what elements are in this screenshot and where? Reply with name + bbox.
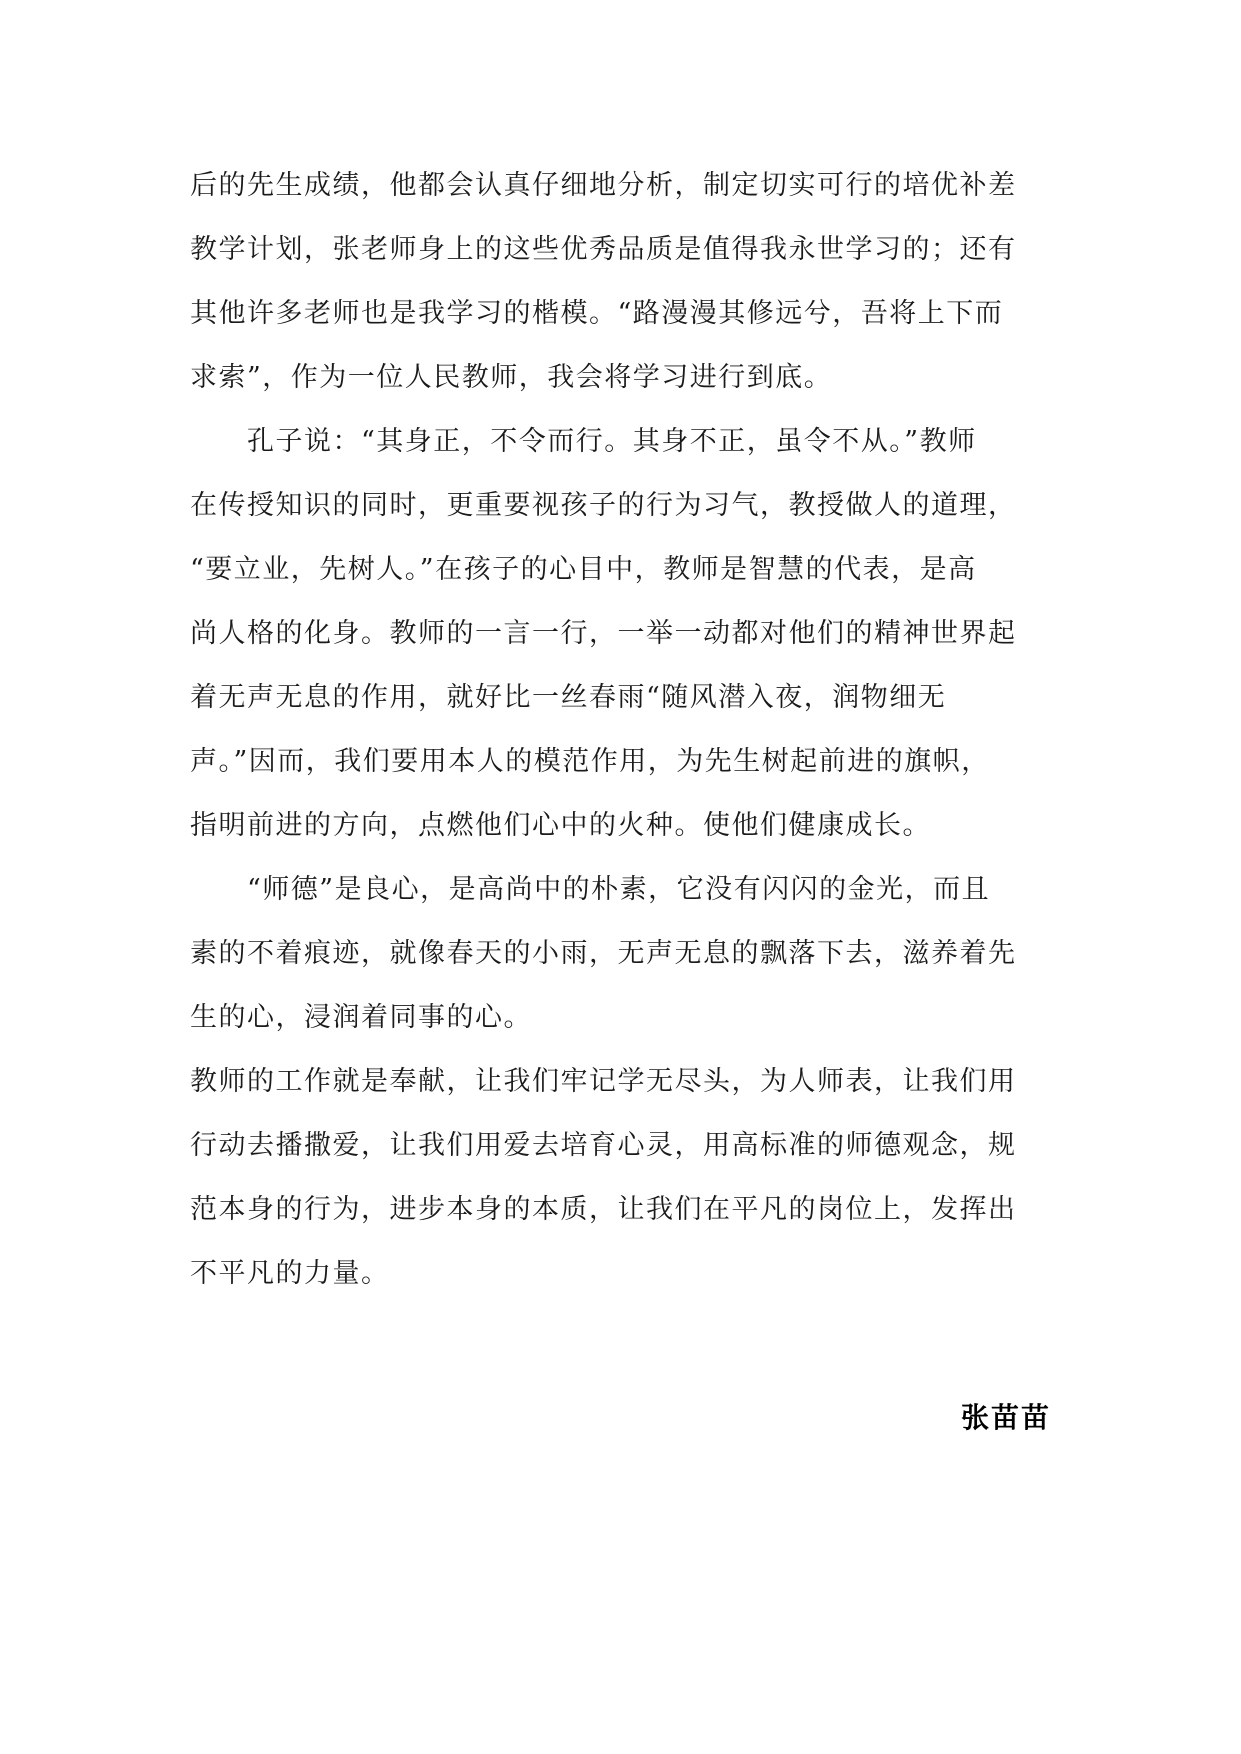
body-line-11: 指明前进的方向，点燃他们心中的火种。使他们健康成长。 <box>190 810 931 841</box>
body-line-10: 声。”因而，我们要用本人的模范作用，为先生树起前进的旗帜， <box>190 746 990 777</box>
body-line-1: 后的先生成绩，他都会认真仔细地分析，制定切实可行的培优补差 <box>190 170 1017 201</box>
body-line-9: 着无声无息的作用，就好比一丝春雨“随风潜入夜，润物细无 <box>190 682 947 713</box>
author-signature: 张苗苗 <box>960 1401 1051 1434</box>
body-line-14: 生的心，浸润着同事的心。 <box>190 1002 532 1033</box>
body-line-2: 教学计划，张老师身上的这些优秀品质是值得我永世学习的；还有 <box>190 234 1017 265</box>
body-line-7: “要立业，先树人。”在孩子的心目中，教师是智慧的代表，是高 <box>190 554 977 585</box>
body-line-6: 在传授知识的同时，更重要视孩子的行为习气，教授做人的道理， <box>190 490 1017 521</box>
body-line-17: 范本身的行为，进步本身的本质，让我们在平凡的岗位上，发挥出 <box>190 1194 1017 1225</box>
body-line-3: 其他许多老师也是我学习的楷模。“路漫漫其修远兮，吾将上下而 <box>190 298 1004 329</box>
body-line-13: 素的不着痕迹，就像春天的小雨，无声无息的飘落下去，滋养着先 <box>190 938 1017 969</box>
body-line-15: 教师的工作就是奉献，让我们牢记学无尽头，为人师表，让我们用 <box>190 1066 1017 1097</box>
body-line-16: 行动去播撒爱，让我们用爱去培育心灵，用高标准的师德观念，规 <box>190 1130 1017 1161</box>
body-line-5: 孔子说：“其身正，不令而行。其身不正，虽令不从。”教师 <box>190 426 977 457</box>
body-line-4: 求索”，作为一位人民教师，我会将学习进行到底。 <box>190 362 833 393</box>
body-line-8: 尚人格的化身。教师的一言一行，一举一动都对他们的精神世界起 <box>190 618 1017 649</box>
body-line-18: 不平凡的力量。 <box>190 1258 390 1289</box>
body-line-12: “师德”是良心，是高尚中的朴素，它没有闪闪的金光，而且 <box>190 874 991 905</box>
